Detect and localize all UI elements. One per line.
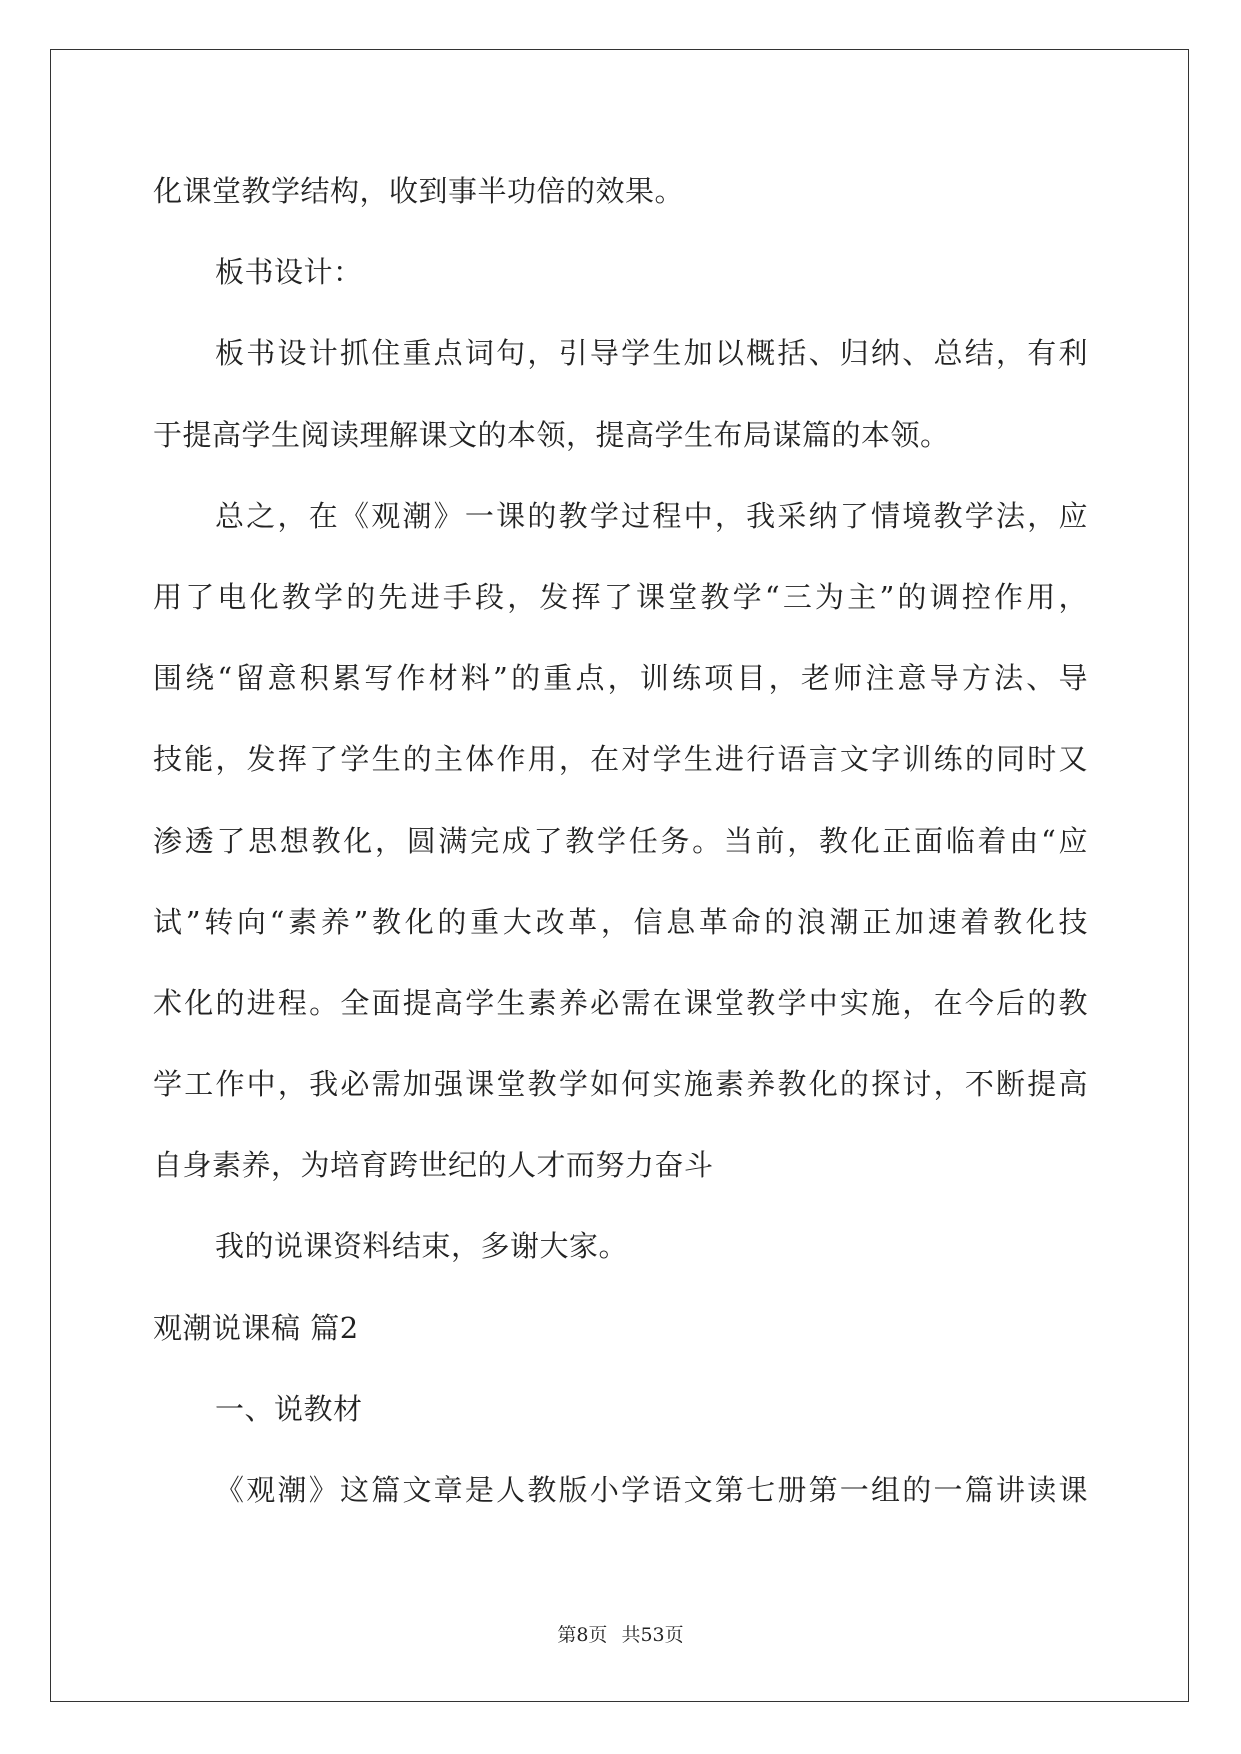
text-line: 术化的进程。全面提高学生素养必需在课堂教学中实施，在今后的教: [153, 985, 1088, 1020]
text-line: 总之，在《观潮》一课的教学过程中，我采纳了情境教学法，应: [215, 498, 1088, 533]
text-line: 板书设计：: [215, 255, 363, 290]
page-number: 第8页: [557, 1624, 608, 1646]
text-line: 渗透了思想教化，圆满完成了教学任务。当前，教化正面临着由“应: [153, 823, 1088, 858]
text-line: 学工作中，我必需加强课堂教学如何实施素养教化的探讨，不断提高: [153, 1067, 1088, 1102]
section-heading: 观潮说课稿 篇2: [153, 1310, 359, 1345]
text-line: 化课堂教学结构，收到事半功倍的效果。: [153, 174, 685, 208]
page-footer: [0, 1620, 1241, 1647]
text-line: 用了电化教学的先进手段，发挥了课堂教学“三为主”的调控作用，: [153, 579, 1088, 614]
text-line: 我的说课资料结束，多谢大家。: [215, 1229, 629, 1264]
document-body: [153, 151, 1088, 1531]
text-line: 技能，发挥了学生的主体作用，在对学生进行语言文字训练的同时又: [153, 742, 1088, 777]
text-line: 自身素养，为培育跨世纪的人才而努力奋斗: [153, 1148, 714, 1183]
text-line: 试”转向“素养”教化的重大改革，信息革命的浪潮正加速着教化技: [153, 904, 1088, 939]
subsection-heading: 一、说教材: [215, 1391, 363, 1426]
text-line: 于提高学生阅读理解课文的本领，提高学生布局谋篇的本领。: [153, 417, 950, 452]
text-line: 围绕“留意积累写作材料”的重点，训练项目，老师注意导方法、导: [153, 661, 1088, 696]
text-line: 《观潮》这篇文章是人教版小学语文第七册第一组的一篇讲读课: [215, 1473, 1088, 1507]
total-pages: 共53页: [621, 1624, 684, 1646]
text-line: 板书设计抓住重点词句，引导学生加以概括、归纳、总结，有利: [215, 336, 1088, 371]
